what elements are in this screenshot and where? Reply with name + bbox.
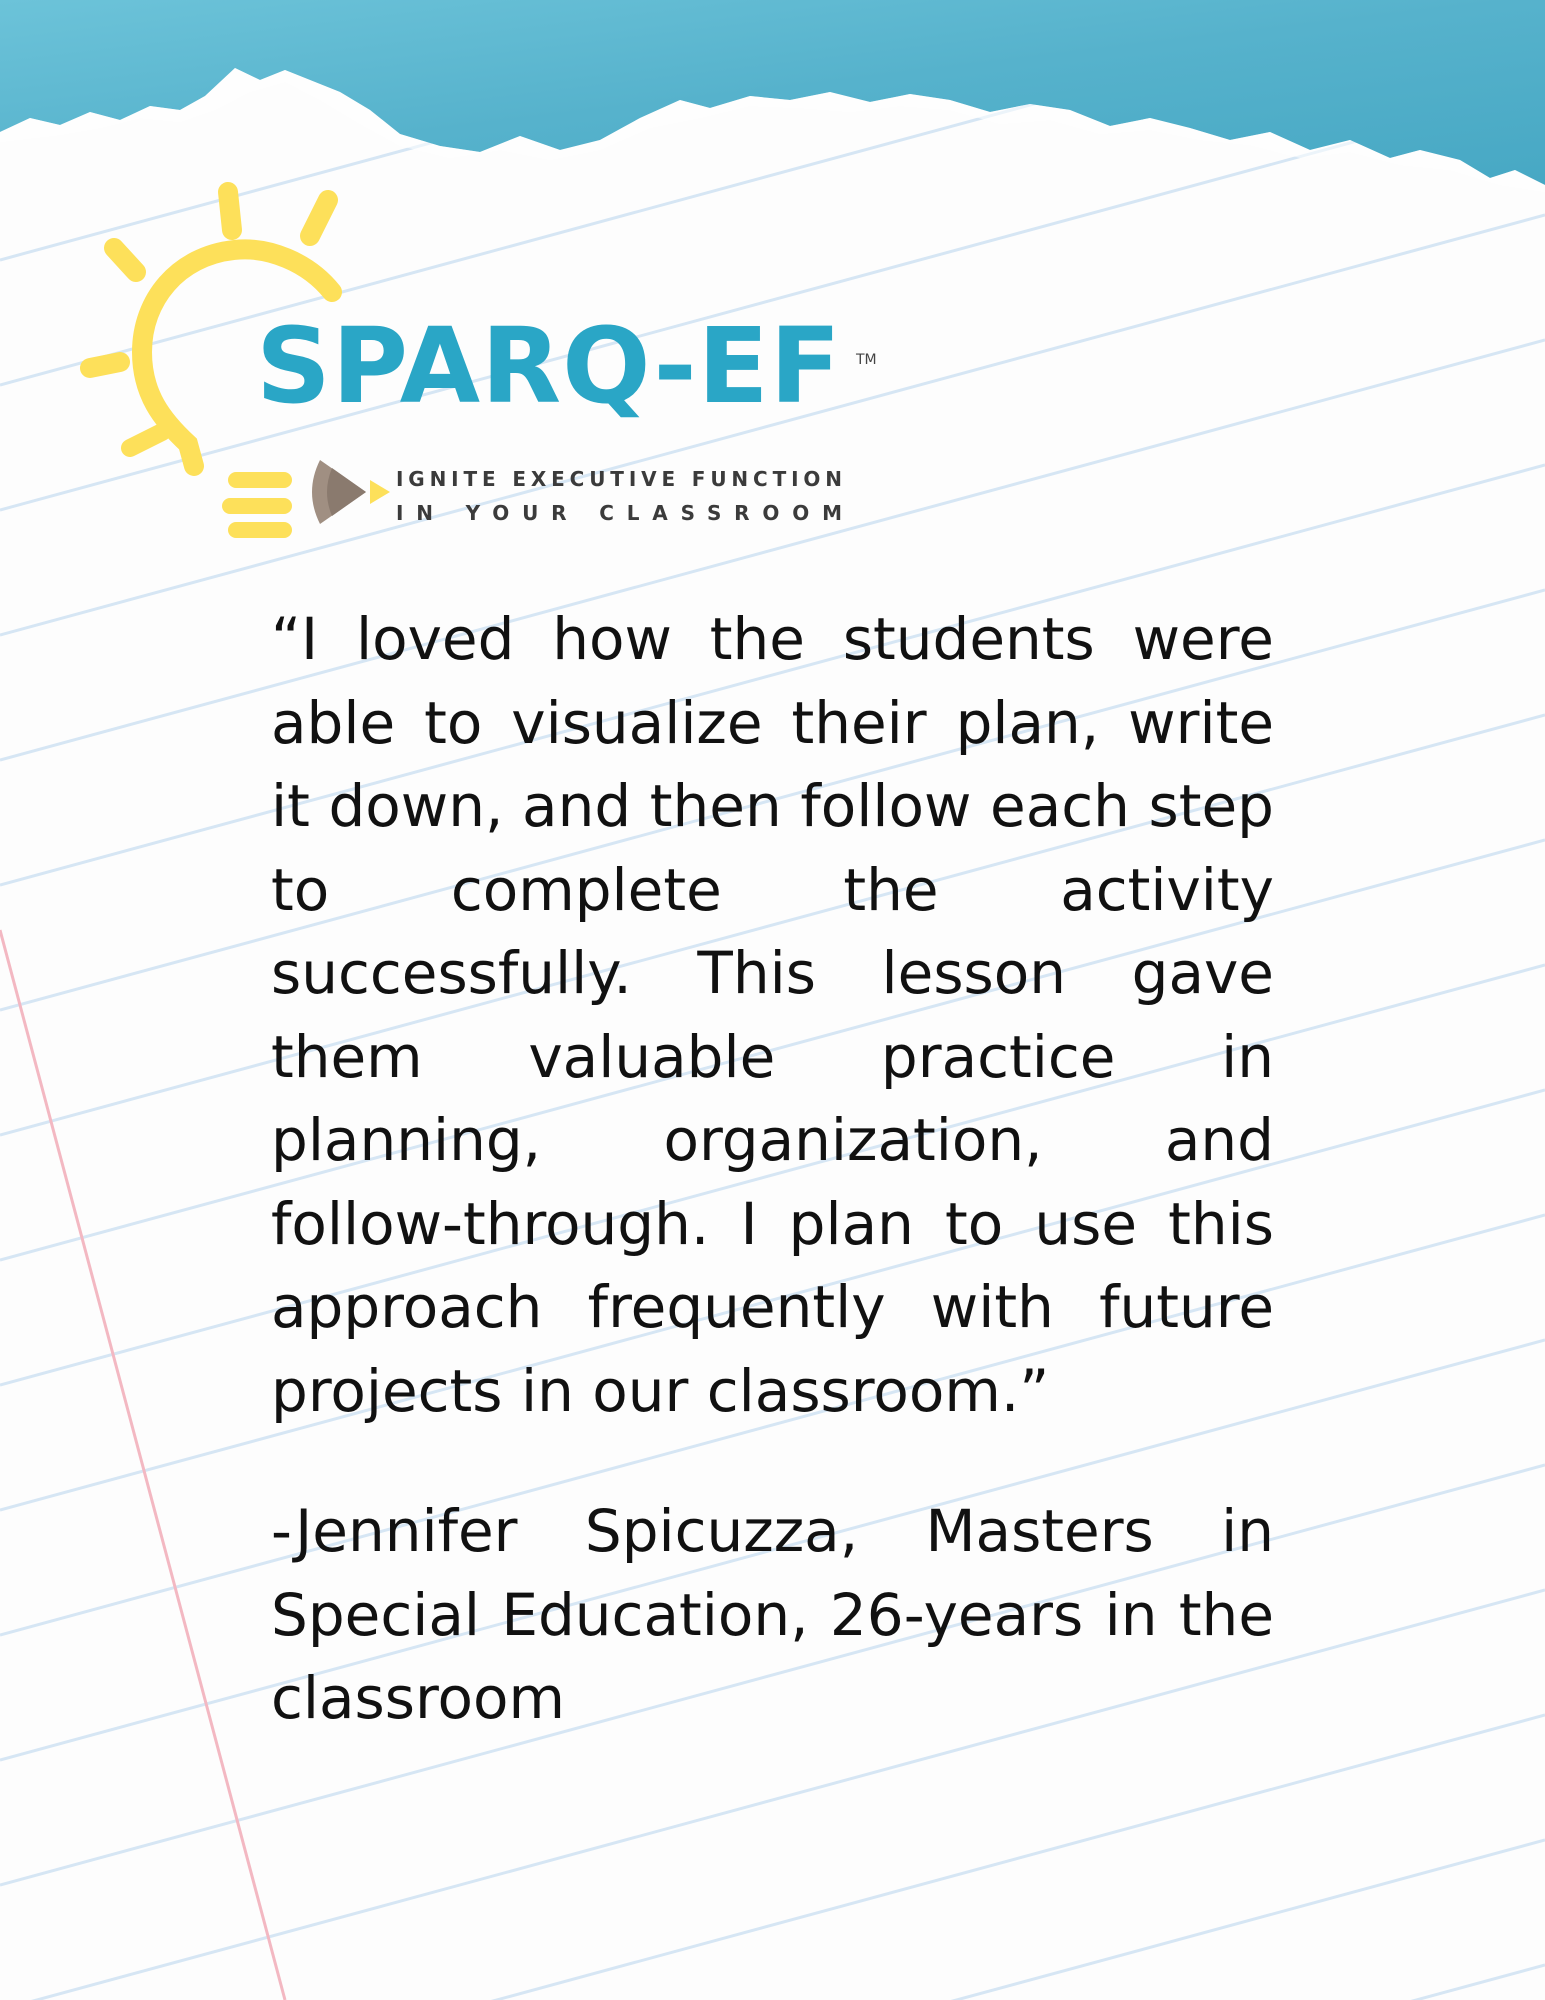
tagline-line-1: IGNITE EXECUTIVE FUNCTION	[396, 467, 842, 491]
sparq-ef-logo	[70, 180, 910, 560]
brand-name: SPARQ-EF	[256, 305, 842, 427]
testimonial-attribution: -Jennifer Spicuzza, Masters in Special Education, 26-years in the classroom	[271, 1497, 1274, 1732]
tagline-line-2: IN YOUR CLASSROOM	[396, 501, 842, 525]
testimonial-quote: “I loved how the students were able to visualize their plan, write it down, and then follow each step to complete the activity successfully. This lesson gave them valuable practice in planning, organization, and follow-through. I plan to use this approach frequently with future projects in our classroom.”	[271, 605, 1274, 1425]
trademark-symbol: TM	[856, 352, 877, 368]
margin-line	[0, 930, 285, 2000]
pencil-icon	[312, 460, 390, 524]
testimonial	[271, 598, 1274, 1741]
torn-paper-header	[0, 0, 1545, 200]
